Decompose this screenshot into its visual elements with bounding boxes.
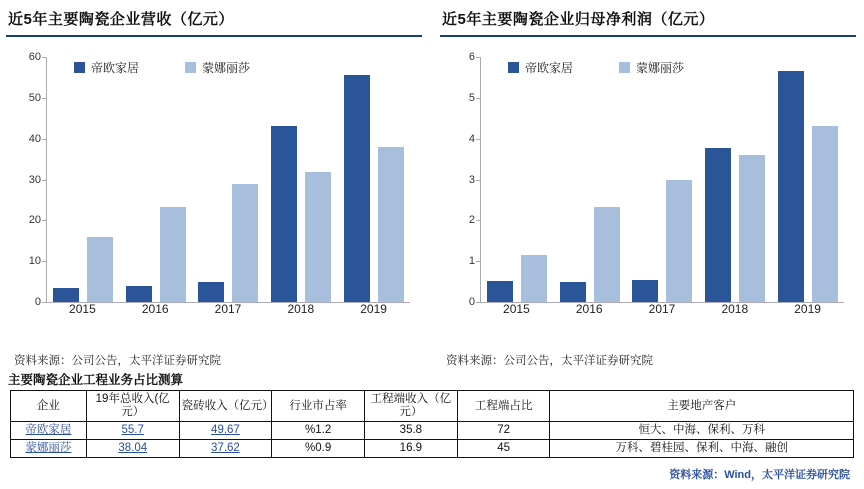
bar-group <box>699 57 772 302</box>
x-axis-label: 2015 <box>69 302 96 316</box>
bar-group <box>337 57 410 302</box>
x-axis-label: 2015 <box>503 302 530 316</box>
x-axis-label: 2017 <box>648 302 676 316</box>
table-column-header: 工程端收入（亿元） <box>365 391 458 422</box>
table-cell: 72 <box>457 422 550 440</box>
x-axis-label: 2019 <box>794 302 821 316</box>
bar <box>560 282 586 302</box>
left-chart-title: 近5年主要陶瓷企业营收（亿元） <box>8 11 234 28</box>
table-cell: 万科、碧桂园、保利、中海、融创 <box>550 440 854 458</box>
bar-group <box>771 57 844 302</box>
bar-group <box>626 57 699 302</box>
bar-group-container <box>481 57 844 302</box>
left-chart-area <box>4 43 424 343</box>
right-chart-area <box>438 43 858 343</box>
table-cell: 38.04 <box>86 440 179 458</box>
table-cell: 55.7 <box>86 422 179 440</box>
table-cell: 恒大、中海、保利、万科 <box>550 422 854 440</box>
profit-chart-panel <box>438 0 858 400</box>
bar-group <box>481 57 554 302</box>
x-axis-label: 2018 <box>721 302 749 316</box>
legend-label-series2: 蒙娜丽莎 <box>636 61 685 75</box>
table-cell: %1.2 <box>272 422 365 440</box>
right-x-axis-labels <box>480 303 844 337</box>
table-row <box>11 422 854 440</box>
legend-label-series2: 蒙娜丽莎 <box>202 61 251 75</box>
table-cell-company: 帝欧家居 <box>11 422 87 440</box>
y-axis-tick: 5 <box>445 92 475 104</box>
table-body <box>11 422 854 458</box>
bar <box>521 255 547 302</box>
left-x-axis-labels <box>46 303 410 337</box>
y-axis-tick: 50 <box>11 92 41 104</box>
y-axis-tick: 0 <box>11 296 41 308</box>
legend-label-series1: 帝欧家居 <box>525 61 574 75</box>
table-header-row <box>11 391 854 422</box>
bar <box>705 148 731 302</box>
table-column-header: 工程端占比 <box>457 391 550 422</box>
table-cell: %0.9 <box>272 440 365 458</box>
bar <box>739 155 765 302</box>
bar <box>594 207 620 302</box>
right-plot <box>468 51 844 308</box>
bar <box>487 281 513 302</box>
x-axis-label: 2019 <box>360 302 387 316</box>
y-axis-tick: 3 <box>445 174 475 186</box>
bar <box>378 147 404 302</box>
bar <box>812 126 838 302</box>
y-axis-tick: 1 <box>445 255 475 267</box>
table-column-header: 企业 <box>11 391 87 422</box>
bar <box>160 207 186 302</box>
table-title: 主要陶瓷企业工程业务占比测算 <box>8 373 184 387</box>
y-axis-tick: 60 <box>11 51 41 63</box>
table-column-header: 瓷砖收入（亿元） <box>179 391 272 422</box>
revenue-chart-panel <box>4 0 424 400</box>
bar-group-container <box>47 57 410 302</box>
bar <box>87 237 113 302</box>
x-axis-label: 2016 <box>575 302 603 316</box>
bar-group <box>265 57 338 302</box>
table-cell: 16.9 <box>365 440 458 458</box>
x-axis-label: 2017 <box>214 302 242 316</box>
left-plot <box>28 51 410 308</box>
y-axis-tick: 30 <box>11 174 41 186</box>
table-column-header: 主要地产客户 <box>550 391 854 422</box>
x-axis-label: 2016 <box>141 302 169 316</box>
y-axis-tick: 6 <box>445 51 475 63</box>
bar <box>344 75 370 302</box>
bar <box>198 282 224 302</box>
legend-label-series1: 帝欧家居 <box>91 61 140 75</box>
bar <box>666 180 692 303</box>
table-cell: 49.67 <box>179 422 272 440</box>
right-title-divider <box>440 35 856 37</box>
table-column-header: 行业市占率 <box>272 391 365 422</box>
right-chart-title: 近5年主要陶瓷企业归母净利润（亿元） <box>442 11 715 28</box>
bar <box>126 286 152 302</box>
y-axis-tick: 10 <box>11 255 41 267</box>
y-axis-tick: 2 <box>445 214 475 226</box>
bar <box>232 184 258 302</box>
bar-group <box>192 57 265 302</box>
table-row <box>11 440 854 458</box>
engineering-share-table <box>10 390 854 458</box>
table-cell-company: 蒙娜丽莎 <box>11 440 87 458</box>
y-axis-tick: 0 <box>445 296 475 308</box>
left-source-note: 资料来源：公司公告，太平洋证券研究院 <box>14 355 221 367</box>
y-axis-tick: 4 <box>445 133 475 145</box>
y-axis-tick: 40 <box>11 133 41 145</box>
table-source-note: 资料来源：Wind，太平洋证券研究院 <box>669 469 850 481</box>
right-source-note: 资料来源：公司公告，太平洋证券研究院 <box>446 355 653 367</box>
bar <box>632 280 658 302</box>
bar <box>53 288 79 302</box>
bar <box>271 126 297 302</box>
bar-group <box>47 57 120 302</box>
bar <box>305 172 331 302</box>
table-cell: 37.62 <box>179 440 272 458</box>
table-cell: 45 <box>457 440 550 458</box>
x-axis-label: 2018 <box>287 302 315 316</box>
left-title-divider <box>6 35 422 37</box>
y-axis-tick: 20 <box>11 214 41 226</box>
table-cell: 35.8 <box>365 422 458 440</box>
bar <box>778 71 804 302</box>
bar-group <box>554 57 627 302</box>
table-column-header: 19年总收入(亿元） <box>86 391 179 422</box>
bar-group <box>120 57 193 302</box>
